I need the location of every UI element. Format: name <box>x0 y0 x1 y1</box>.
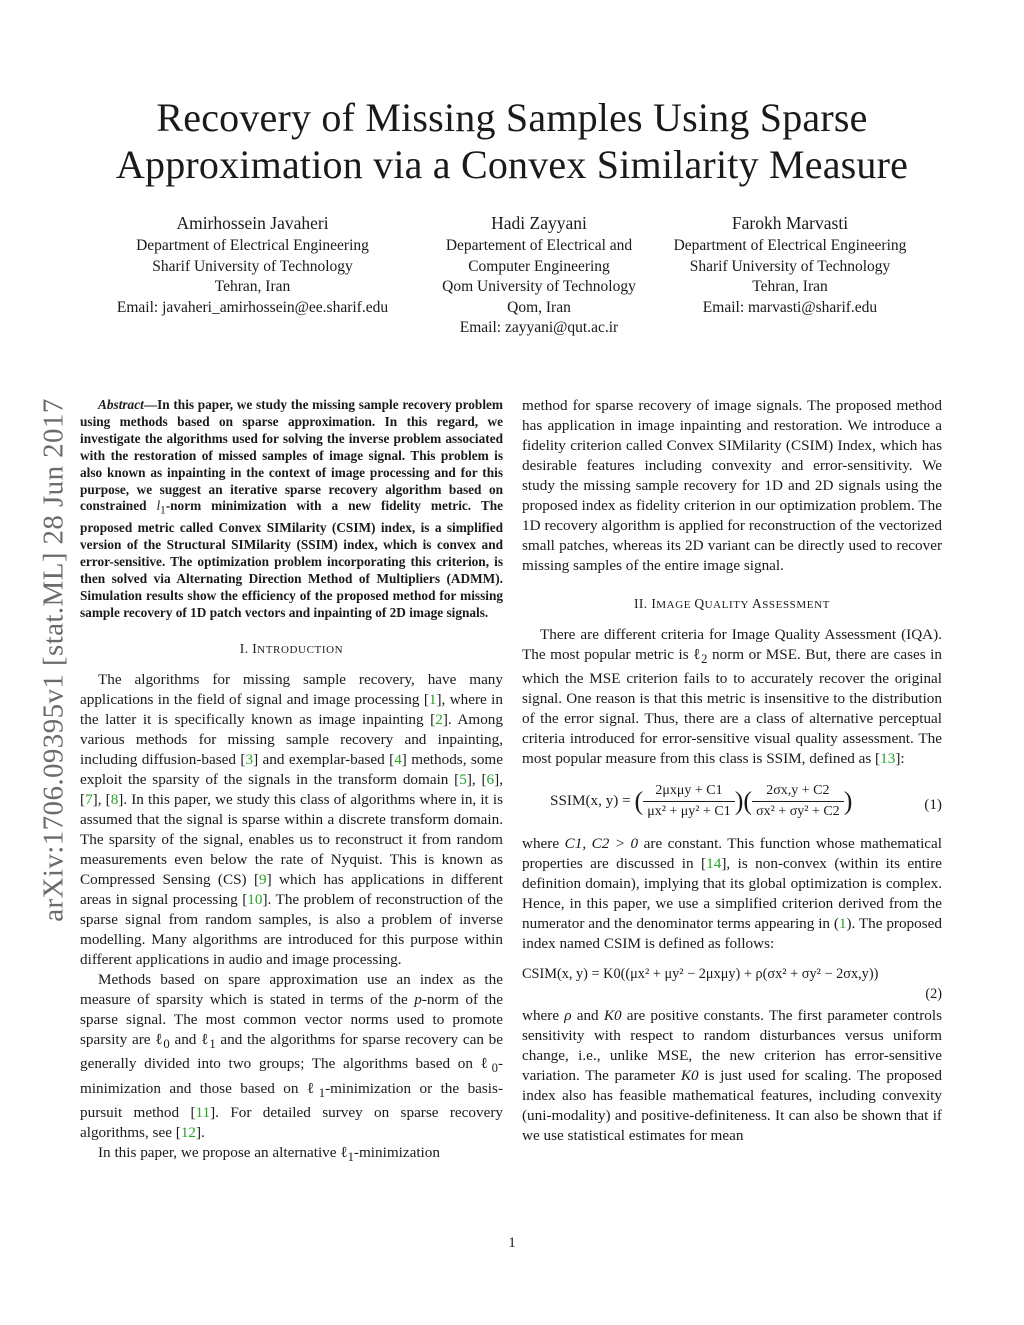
intro-paragraph-2: Methods based on spare approximation use an index as the measure of sparsity which is stated in terms of the p-norm of the sparse signal. The most common vector norms used to promote sparsity are ℓ$_0$ and ℓ$_1$ and the algorithms for sparse recovery can be generally divided into two groups; The algorithms based on ℓ$_0$-minimization and those based on ℓ$_1$-minimization or the basis-pursuit method [11]. For detailed survey on sparse recovery algorithms, see [12]. <box>80 971 504 1141</box>
author-affiliation: Qom, Iran <box>507 298 571 316</box>
section-heading-introduction: I. INTRODUCTION <box>239 641 344 657</box>
citation-link[interactable]: 12 <box>180 1123 196 1141</box>
title-line-2: Approximation via a Convex Similarity Measure <box>115 142 909 187</box>
author-affiliation: Departement of Electrical and <box>445 237 633 254</box>
citation-link[interactable]: 9 <box>259 871 267 889</box>
citation-link[interactable]: 11 <box>195 1103 211 1121</box>
equation-link[interactable]: 1 <box>838 915 847 933</box>
citation-link[interactable]: 6 <box>486 771 495 789</box>
author-affiliation: Qom University of Technology <box>442 278 636 296</box>
paper-title <box>60 94 964 188</box>
right-column <box>522 396 942 1146</box>
citation-link[interactable]: 5 <box>459 771 467 789</box>
after-eq1-paragraph: where C1, C2 > 0 are constant. This function whose mathematical properties are discussed in [14], is non-convex (within its entire definition domain), implying that its global optimization is complex. Hence, in this paper, we use a simplified criterion derived from the numerator and the denominator terms appearing in (1). The proposed index named CSIM is defined as follows: <box>522 835 942 953</box>
author-name: Hadi Zayyani <box>491 213 587 233</box>
author-block-1 <box>100 211 405 318</box>
author-name: Farokh Marvasti <box>731 213 849 233</box>
title-line-1: Recovery of Missing Samples Using Sparse <box>156 95 868 140</box>
author-affiliation: Department of Electrical Engineering <box>673 237 907 254</box>
intro-continuation: method for sparse recovery of image signals. The proposed method has application in image inpainting and restoration. We introduce a fidelity criterion called Convex SIMilarity (CSIM) Index, which has desirable features including convexity and error-sensitivity. We study the missing sample recovery for 1D and 2D signals using the proposed index as fidelity criterion in our optimization problem. The 1D recovery algorithm is applied for reconstruction of the vectorized small patches, whereas its 2D variant can be directly used to recover missing samples of the entire image signal. <box>522 397 942 574</box>
equation-number: (2) <box>925 986 942 1003</box>
author-block-3 <box>655 211 925 318</box>
page-number: 1 <box>508 1235 516 1251</box>
intro-paragraph-1: The algorithms for missing sample recovery, have many applications in the field of signal and image processing [1], where in the latter it is specifically known as image inpainting [2]. Among various methods for missing sample recovery and inpainting, including diffusion-based [3] and exemplar-based [4] methods, some exploit the sparsity of the signals in the transform domain [5], [6], [7], [8]. In this paper, we study this class of algorithms where in, it is assumed that the signal is sparse within a discrete transform domain. The sparsity of the signal, enables us to reconstruct it from random measurements even below the rate of Nyquist. This is known as Compressed Sensing (CS) [9] which has applications in different areas in signal processing [10]. The problem of reconstruction of the sparse signal from random samples, is also a problem of inverse modelling. Many algorithms are introduced for this purpose within different applications in audio and image processing. <box>80 671 504 969</box>
author-affiliation: Tehran, Iran <box>752 278 828 296</box>
intro-paragraph-3: In this paper, we propose an alternative ℓ$_1$-minimization <box>98 1143 440 1164</box>
citation-link[interactable]: 3 <box>245 751 254 769</box>
citation-link[interactable]: 1 <box>428 691 437 709</box>
equation-number: (1) <box>924 796 942 814</box>
abstract-label: Abstract <box>98 397 144 412</box>
citation-link[interactable]: 2 <box>435 711 443 729</box>
author-name: Amirhossein Javaheri <box>176 213 329 233</box>
equation-1: SSIM(x, y) = ( $\frac{\text{2μxμy + C1}}{\text{μx² + μy² + C1}}$ )( $\frac{2\sigma x,y + C2}{\text{σx² + σy² + C2}}$ ) (1) <box>550 783 942 820</box>
iqa-paragraph: There are different criteria for Image Quality Assessment (IQA). The most popular metric is ℓ$_2$ norm or MSE. But, there are cases in which the MSE criterion fails to to accurately recover the original signal. One reason is that this metric is insensitive to the distribution of the error signal. Thus, there are a class of alternative perceptual criteria introduced for error-sensitive visual quality assessment. The most popular measure from this class is SSIM, defined as [13]: <box>522 626 942 768</box>
equation-2: CSIM(x, y) = K0((μx² + μy² − 2μxμy) + ρ(σx² + σy² − 2σx,y)) (2) <box>522 966 942 1003</box>
author-affiliation: Computer Engineering <box>468 257 610 275</box>
citation-link[interactable]: 10 <box>247 891 263 909</box>
citation-link[interactable]: 13 <box>880 750 896 768</box>
section-heading-iqa: II. IMAGE QUALITY ASSESSMENT <box>634 596 830 611</box>
citation-link[interactable]: 4 <box>394 751 402 769</box>
author-email: Email: javaheri_amirhossein@ee.sharif.edu <box>116 298 389 316</box>
author-email: Email: zayyani@qut.ac.ir <box>459 319 619 337</box>
author-affiliation: Sharif University of Technology <box>689 257 891 275</box>
arxiv-identifier: arXiv:1706.09395v1 [stat.ML] 28 Jun 2017 <box>37 398 70 922</box>
citation-link[interactable]: 7 <box>85 791 93 809</box>
author-affiliation: Department of Electrical Engineering <box>136 237 369 254</box>
after-eq2-paragraph: where ρ and K0 are positive constants. The first parameter controls sensitivity with respect to random disturbances versus uniform change, i.e., unlike MSE, the new criterion has error-sensitive variation. The parameter K0 is just used for scaling. The proposed index also has feasible mathematical features, including convexity (uni-modality) and positive-definiteness. It can also be shown that if we use statistical estimates for mean <box>522 1007 943 1145</box>
author-block-2 <box>414 211 664 339</box>
citation-link[interactable]: 14 <box>706 855 722 873</box>
abstract: Abstract—In this paper, we study the missing sample recovery problem using methods based on sparse approximation. In this regard, we investigate the algorithms used for solving the inverse problem associated with the restoration of missed samples of image signal. This problem is also known as inpainting in the context of image processing and for this purpose, we suggest an iterative sparse recovery algorithm based on constrained $l_1$-norm minimization with a new fidelity metric. The proposed metric called Convex SIMilarity (CSIM) index, is a simplified version of the Structural SIMilarity (SSIM) index, which is convex and error-sensitive. The optimization problem incorporating this criterion, is then solved via Alternating Direction Method of Multipliers (ADMM). Simulation results show the efficiency of the proposed method for missing sample recovery of 1D patch vectors and inpainting of 2D image signals. <box>80 397 504 620</box>
author-affiliation: Tehran, Iran <box>214 278 291 296</box>
author-affiliation: Sharif University of Technology <box>152 257 353 275</box>
citation-link[interactable]: 8 <box>110 791 119 809</box>
author-email: Email: marvasti@sharif.edu <box>702 298 878 316</box>
left-column <box>80 397 503 1167</box>
